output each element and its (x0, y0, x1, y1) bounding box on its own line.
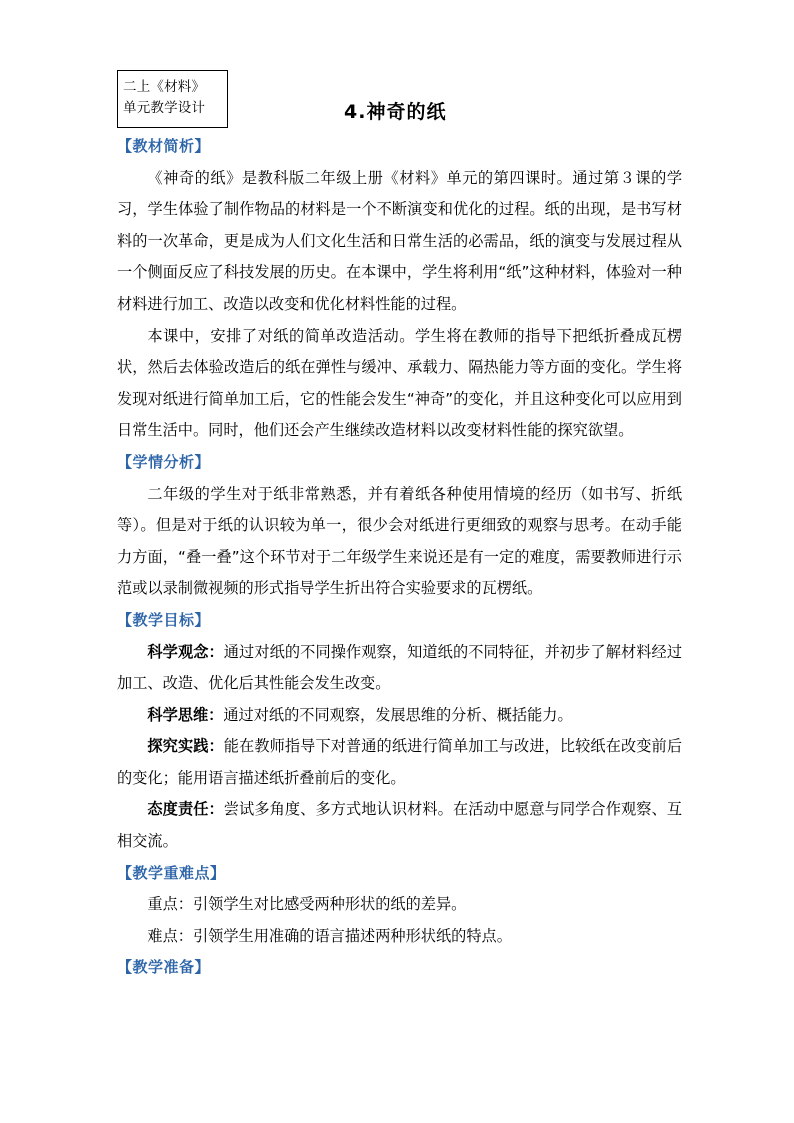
document-body (117, 131, 682, 984)
unit-label-line1: 二上《材料》 (123, 79, 206, 95)
goal-label: 态度责任： (147, 800, 224, 819)
goal-item (117, 731, 682, 794)
section-heading-keypoints: 【教学重难点】 (117, 863, 226, 882)
section-heading-students: 【学情分析】 (117, 452, 211, 471)
paragraph: 《神奇的纸》是教科版二年级上册《材料》单元的第四课时。通过第３课的学习，学生体验了制作物品的材料是一个不断演变和优化的过程。纸的出现，是书写材料的一次革命，更是成为人们文化生活和日常生活的必需品，纸的演变与发展过程从一个侧面反应了科技发展的历史。在本课中，学生将利用“纸”这种材料，体验对一种材料进行加工、改造以改变和优化材料性能的过程。 (117, 168, 682, 313)
goal-item (117, 794, 682, 857)
section-heading-goals: 【教学目标】 (117, 610, 211, 629)
goal-text: 尝试多角度、多方式地认识材料。在活动中愿意与同学合作观察、互相交流。 (117, 800, 683, 851)
unit-label-box (117, 70, 228, 128)
section-heading-textbook: 【教材简析】 (117, 137, 211, 155)
goal-label: 探究实践： (147, 737, 224, 756)
goal-text: 能在教师指导下对普通的纸进行简单加工与改进，比较纸在改变前后的变化；能用语言描述纸折叠前后的变化。 (117, 737, 683, 787)
goal-item (117, 700, 682, 732)
difficult-point: 难点：引领学生用准确的语言描述两种形状纸的特点。 (147, 926, 512, 945)
lesson-title: 4.神奇的纸 (344, 101, 447, 123)
paragraph: 本课中，安排了对纸的简单改造活动。学生将在教师的指导下把纸折叠成瓦楞状，然后去体验改造后的纸在弹性与缓冲、承载力、隔热能力等方面的变化。学生将发现对纸进行简单加工后，它的性能会发生“神奇”的变化，并且这种变化可以应用到日常生活中。同时，他们还会产生继续改造材料以改变材料性能的探究欲望。 (117, 326, 682, 440)
section-heading-prep: 【教学准备】 (117, 958, 211, 977)
paragraph: 二年级的学生对于纸非常熟悉，并有着纸各种使用情境的经历（如书写、折纸等）。但是对于纸的认识较为单一，很少会对纸进行更细致的观察与思考。在动手能力方面，“叠一叠”这个环节对于二年级学生来说还是有一定的难度，需要教师进行示范或以录制微视频的形式指导学生折出符合实验要求的瓦楞纸。 (117, 484, 682, 598)
goal-item (117, 637, 682, 700)
key-point: 重点：引领学生对比感受两种形状的纸的差异。 (147, 895, 467, 914)
goal-text: 通过对纸的不同观察，发展思维的分析、概括能力。 (223, 705, 573, 724)
goal-label: 科学观念： (147, 642, 224, 661)
goal-label: 科学思维： (147, 705, 224, 724)
goal-text: 通过对纸的不同操作观察，知道纸的不同特征，并初步了解材料经过加工、改造、优化后其性能会发生改变。 (117, 642, 683, 693)
unit-label-line2: 单元教学设计 (123, 100, 206, 116)
